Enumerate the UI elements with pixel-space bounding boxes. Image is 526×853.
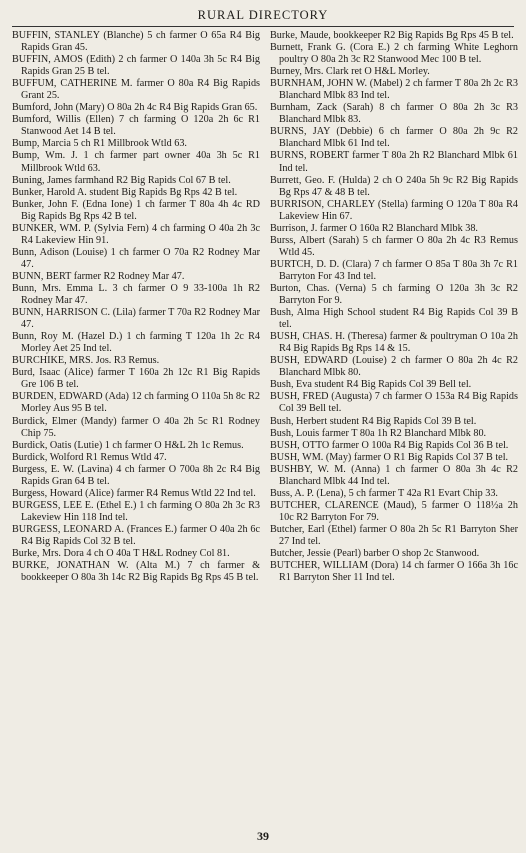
directory-entry: BUTCHER, WILLIAM (Dora) 14 ch farmer O 166a 3h 16c R1 Barryton Sher 11 Ind tel.: [270, 560, 518, 584]
directory-title: RURAL DIRECTORY: [197, 8, 329, 22]
directory-entry: BUSHBY, W. M. (Anna) 1 ch farmer O 80a 3h 4c R2 Blanchard Mlbk 44 Ind tel.: [270, 463, 518, 487]
page-number-text: 39: [257, 829, 269, 843]
directory-entry: BURRISON, CHARLEY (Stella) farming O 120a T 80a R4 Lakeview Hin 67.: [270, 198, 518, 222]
directory-entry: Bunker, John F. (Edna Ione) 1 ch farmer T 80a 4h 4c RD Big Rapids Bg Rps 42 B tel.: [12, 198, 260, 222]
directory-entry: BUNN, HARRISON C. (Lila) farmer T 70a R2 Rodney Mar 47.: [12, 307, 260, 331]
directory-entry: Bump, Marcia 5 ch R1 Millbrook Wtld 63.: [12, 138, 187, 150]
directory-entry: Bush, Louis farmer T 80a 1h R2 Blanchard Mlbk 80.: [270, 427, 487, 439]
page-header: [12, 8, 514, 27]
directory-entry: BURNHAM, JOHN W. (Mabel) 2 ch farmer T 80a 2h 2c R3 Blanchard Mlbk 83 Ind tel.: [270, 78, 518, 102]
directory-entry: BURKE, JONATHAN W. (Alta M.) 7 ch farmer & bookkeeper O 80a 3h 14c R2 Big Rapids Bg Rps 45 B tel.: [12, 560, 260, 584]
directory-columns: [12, 30, 518, 820]
left-column: [12, 30, 260, 820]
directory-entry: BUFFUM, CATHERINE M. farmer O 80a R4 Big Rapids Grant 25.: [12, 78, 260, 102]
directory-entry: BUFFIN, STANLEY (Blanche) 5 ch farmer O 65a R4 Big Rapids Gran 45.: [12, 30, 260, 54]
directory-entry: BUSH, EDWARD (Louise) 2 ch farmer O 80a 2h 4c R2 Blanchard Mlbk 80.: [270, 355, 518, 379]
directory-entry: Burney, Mrs. Clark ret O H&L Morley.: [270, 66, 430, 78]
directory-entry: BURNS, JAY (Debbie) 6 ch farmer O 80a 2h 9c R2 Blanchard Mlbk 61 Ind tel.: [270, 126, 518, 150]
page-number: [0, 829, 526, 844]
directory-entry: BUTCHER, CLARENCE (Maud), 5 farmer O 118½a 2h 10c R2 Barryton For 79.: [270, 499, 518, 523]
directory-entry: BURNS, ROBERT farmer T 80a 2h R2 Blanchard Mlbk 61 Ind tel.: [270, 150, 518, 174]
directory-entry: BUSH, OTTO farmer O 100a R4 Big Rapids Col 36 B tel.: [270, 439, 509, 451]
directory-entry: Burdick, Wolford R1 Remus Wtld 47.: [12, 451, 167, 463]
directory-entry: BURCHIKE, MRS. Jos. R3 Remus.: [12, 355, 160, 367]
directory-entry: BURGESS, LEONARD A. (Frances E.) farmer O 40a 2h 6c R4 Big Rapids Col 32 B tel.: [12, 523, 260, 547]
directory-entry: BUSH, FRED (Augusta) 7 ch farmer O 153a R4 Big Rapids Col 39 Bell tel.: [270, 391, 518, 415]
directory-entry: Butcher, Earl (Ethel) farmer O 80a 2h 5c R1 Barryton Sher 27 Ind tel.: [270, 523, 518, 547]
directory-entry: BUSH, CHAS. H. (Theresa) farmer & poultryman O 10a 2h R4 Big Rapids Bg Rps 14 & 15.: [270, 331, 518, 355]
directory-entry: Burrison, J. farmer O 160a R2 Blanchard Mlbk 38.: [270, 222, 478, 234]
right-column: [270, 30, 518, 820]
directory-entry: BUNKER, WM. P. (Sylvia Fern) 4 ch farming O 40a 2h 3c R4 Lakeview Hin 91.: [12, 222, 260, 246]
directory-entry: Burd, Isaac (Alice) farmer T 160a 2h 12c R1 Big Rapids Gre 106 B tel.: [12, 367, 260, 391]
directory-entry: Bush, Herbert student R4 Big Rapids Col 39 B tel.: [270, 415, 477, 427]
directory-entry: Burke, Mrs. Dora 4 ch O 40a T H&L Rodney Col 81.: [12, 548, 230, 560]
directory-entry: Butcher, Jessie (Pearl) barber O shop 2c Stanwood.: [270, 548, 480, 560]
directory-entry: Bumford, John (Mary) O 80a 2h 4c R4 Big Rapids Gran 65.: [12, 102, 258, 114]
directory-entry: BUFFIN, AMOS (Edith) 2 ch farmer O 140a 3h 5c R4 Big Rapids Gran 25 B tel.: [12, 54, 260, 78]
directory-entry: Burnett, Frank G. (Cora E.) 2 ch farming White Leghorn poultry O 80a 2h 3c R2 Stanwood Mec 100 B tel.: [270, 42, 518, 66]
directory-entry: Burrett, Geo. F. (Hulda) 2 ch O 240a 5h 9c R2 Big Rapids Bg Rps 47 & 48 B tel.: [270, 174, 518, 198]
directory-entry: Bush, Eva student R4 Big Rapids Col 39 Bell tel.: [270, 379, 472, 391]
directory-entry: Burdick, Elmer (Mandy) farmer O 40a 2h 5c R1 Rodney Chip 75.: [12, 415, 260, 439]
directory-entry: Bumford, Willis (Ellen) 7 ch farming O 120a 2h 6c R1 Stanwood Aet 14 B tel.: [12, 114, 260, 138]
directory-entry: BURTCH, D. D. (Clara) 7 ch farmer O 85a T 80a 3h 7c R1 Barryton For 43 Ind tel.: [270, 258, 518, 282]
directory-entry: Bunn, Roy M. (Hazel D.) 1 ch farming T 120a 1h 2c R4 Morley Aet 25 Ind tel.: [12, 331, 260, 355]
directory-entry: Burton, Chas. (Verna) 5 ch farming O 120a 3h 3c R2 Barryton For 9.: [270, 282, 518, 307]
directory-entry: BURGESS, LEE E. (Ethel E.) 1 ch farming O 80a 2h 3c R3 Lakeview Hin 118 Ind tel.: [12, 499, 260, 523]
directory-entry: Burgess, Howard (Alice) farmer R4 Remus Wtld 22 Ind tel.: [12, 487, 256, 499]
directory-entry: Bunn, Adison (Louise) 1 ch farmer O 70a R2 Rodney Mar 47.: [12, 246, 260, 270]
directory-entry: Burke, Maude, bookkeeper R2 Big Rapids Bg Rps 45 B tel.: [270, 30, 514, 41]
directory-entry: Burgess, E. W. (Lavina) 4 ch farmer O 700a 8h 2c R4 Big Rapids Gran 64 B tel.: [12, 463, 260, 487]
directory-entry: BUNN, BERT farmer R2 Rodney Mar 47.: [12, 270, 185, 282]
directory-entry: Bunker, Harold A. student Big Rapids Bg Rps 42 B tel.: [12, 186, 238, 198]
directory-entry: BUSH, WM. (May) farmer O R1 Big Rapids Col 37 B tel.: [270, 451, 509, 463]
directory-entry: Buning, James farmhand R2 Big Rapids Col 67 B tel.: [12, 174, 231, 186]
directory-entry: Burss, Albert (Sarah) 5 ch farmer O 80a 2h 4c R3 Remus Wtld 45.: [270, 234, 518, 258]
directory-entry: Burdick, Oatis (Lutie) 1 ch farmer O H&L 2h 1c Remus.: [12, 439, 244, 451]
directory-entry: Bush, Alma High School student R4 Big Rapids Col 39 B tel.: [270, 307, 518, 331]
directory-entry: Bunn, Mrs. Emma L. 3 ch farmer O 9 33-100a 1h R2 Rodney Mar 47.: [12, 282, 260, 307]
directory-entry: Bump, Wm. J. 1 ch farmer part owner 40a 3h 5c R1 Millbrook Wtld 63.: [12, 150, 260, 174]
directory-entry: Buss, A. P. (Lena), 5 ch farmer T 42a R1 Evart Chip 33.: [270, 487, 498, 499]
directory-entry: Burnham, Zack (Sarah) 8 ch farmer O 80a 2h 3c R3 Blanchard Mlbk 83.: [270, 102, 518, 126]
directory-entry: BURDEN, EDWARD (Ada) 12 ch farming O 110a 5h 8c R2 Morley Aus 95 B tel.: [12, 391, 260, 415]
